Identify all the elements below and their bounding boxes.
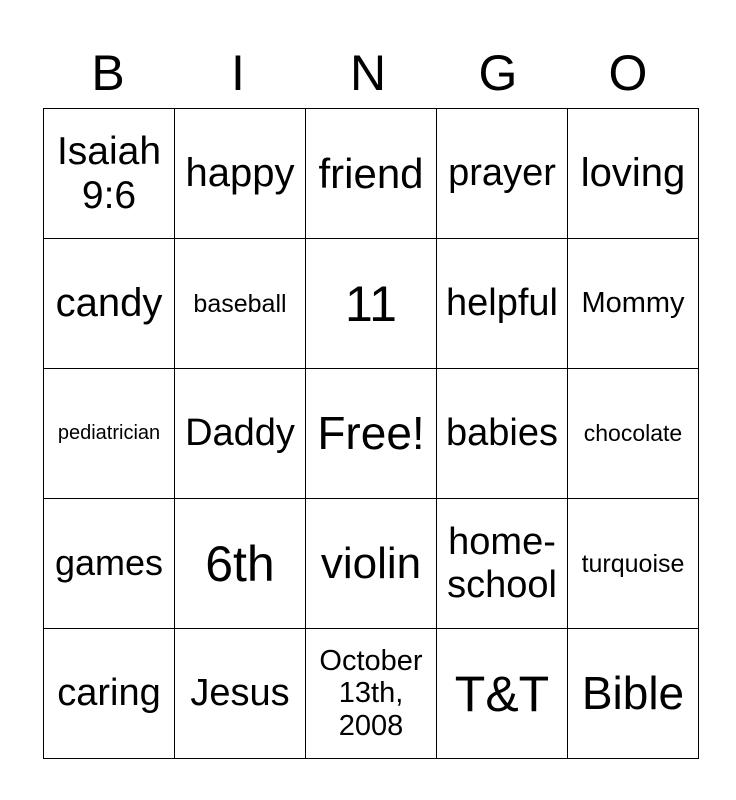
bingo-cell: October 13th, 2008 (306, 629, 437, 759)
bingo-cell: 6th (175, 499, 306, 629)
bingo-cell: happy (175, 109, 306, 239)
bingo-cell: candy (44, 239, 175, 369)
bingo-cell: violin (306, 499, 437, 629)
bingo-cell: caring (44, 629, 175, 759)
bingo-cell: T&T (437, 629, 568, 759)
grid-row (44, 629, 699, 759)
grid-row (44, 109, 699, 239)
bingo-cell: Daddy (175, 369, 306, 499)
bingo-cell: friend (306, 109, 437, 239)
bingo-cell: home- school (437, 499, 568, 629)
bingo-cell: helpful (437, 239, 568, 369)
header-letter-g: G (478, 45, 518, 101)
bingo-cell: Bible (568, 629, 699, 759)
bingo-cell: Jesus (175, 629, 306, 759)
bingo-cell: turquoise (568, 499, 699, 629)
bingo-cell: chocolate (568, 369, 699, 499)
bingo-cell: loving (568, 109, 699, 239)
bingo-cell: pediatrician (44, 369, 175, 499)
bingo-cell: baseball (175, 239, 306, 369)
bingo-cell: Mommy (568, 239, 699, 369)
grid-row (44, 239, 699, 369)
header-letter-o: O (608, 45, 648, 101)
grid-row (44, 369, 699, 499)
bingo-cell: babies (437, 369, 568, 499)
bingo-grid (43, 108, 699, 759)
bingo-cell: 11 (306, 239, 437, 369)
bingo-cell: Isaiah 9:6 (44, 109, 175, 239)
header-letter-n: N (349, 45, 387, 101)
free-space-cell: Free! (306, 369, 437, 499)
bingo-header (43, 38, 693, 108)
header-letter-i: I (231, 45, 245, 101)
header-letter-b: B (91, 45, 125, 101)
bingo-cell: prayer (437, 109, 568, 239)
grid-row (44, 499, 699, 629)
bingo-cell: games (44, 499, 175, 629)
